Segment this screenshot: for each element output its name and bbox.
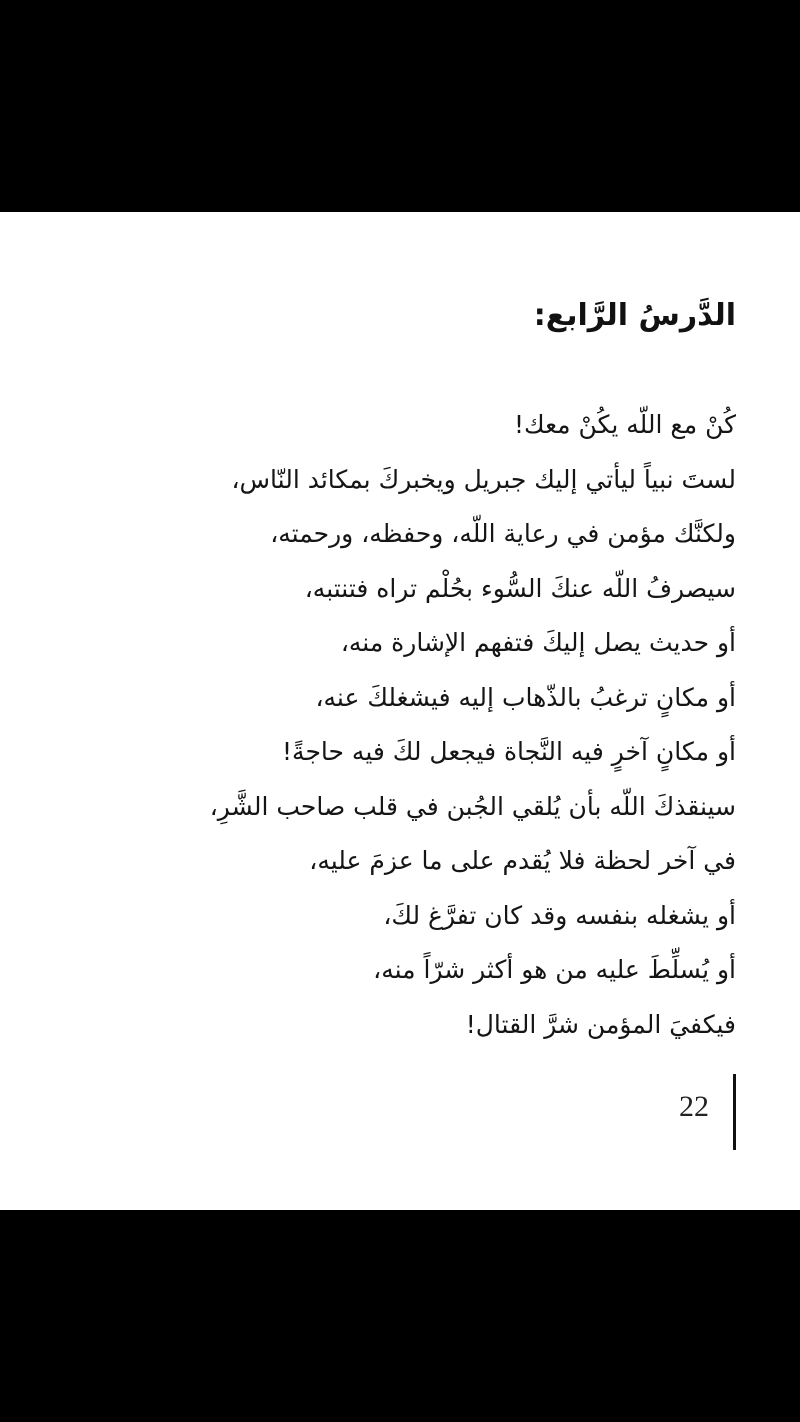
- text-line: أو يشغله بنفسه وقد كان تفرَّغ لكَ،: [383, 900, 736, 930]
- lesson-text: [36, 398, 736, 1052]
- book-page: [0, 212, 800, 1210]
- lesson-title: الدَّرسُ الرَّابع:: [533, 298, 736, 333]
- text-line: سينقذكَ اللّه بأن يُلقي الجُبن في قلب صاحب الشَّرِ،: [209, 791, 736, 821]
- text-line: في آخر لحظة فلا يُقدم على ما عزمَ عليه،: [309, 846, 736, 875]
- text-line: فيكفيَ المؤمن شرَّ القتال!: [465, 1009, 736, 1039]
- page-number-rule: [733, 1074, 736, 1150]
- text-line: لستَ نبياً ليأتي إليك جبريل ويخبركَ بمكائد النّاس،: [231, 464, 736, 494]
- text-line: ولكنَّك مؤمن في رعاية اللّه، وحفظه، ورحمته،: [270, 519, 736, 548]
- text-line: أو مكانٍ آخرٍ فيه النَّجاة فيجعل لكَ فيه حاجةً!: [282, 737, 736, 766]
- text-line: كُنْ مع اللّه يكُنْ معك!: [514, 410, 736, 439]
- text-line: سيصرفُ اللّه عنكَ السُّوء بحُلْم تراه فتنتبه،: [304, 573, 736, 603]
- page-number: 22: [679, 1090, 709, 1123]
- text-line: أو يُسلِّطَ عليه من هو أكثر شرّاً منه،: [373, 955, 736, 984]
- text-line: أو مكانٍ ترغبُ بالذّهاب إليه فيشغلكَ عنه،: [315, 682, 736, 712]
- text-line: أو حديث يصل إليكَ فتفهم الإشارة منه،: [340, 628, 736, 657]
